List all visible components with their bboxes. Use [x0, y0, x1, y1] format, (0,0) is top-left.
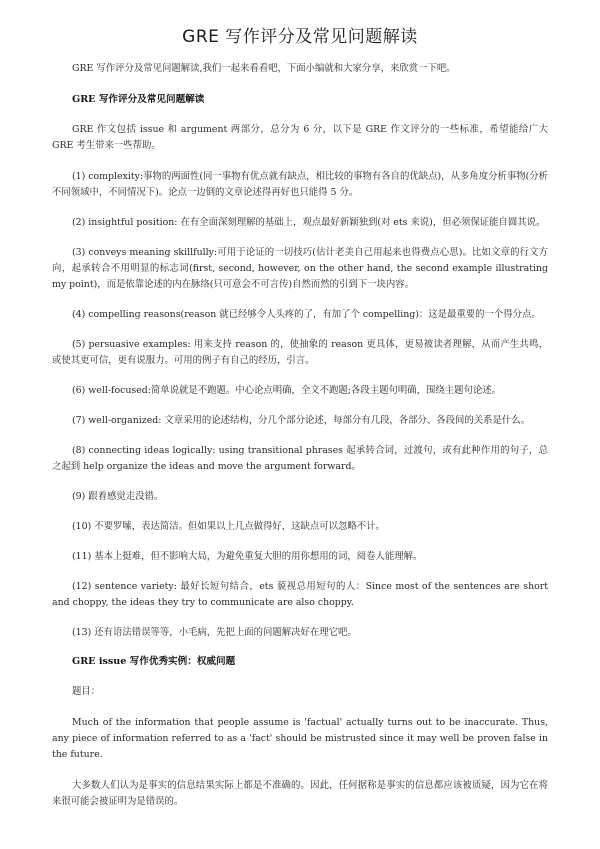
criterion-item: (2) insightful position: 在有全面深刻理解的基础上，观点最好新颖独到(对 ets 来说)，但必须保证能自圆其说。 — [72, 217, 546, 228]
criterion-item: (12) sentence variety: 最好长短句结合，ets 藐视总用短句的人：Since most of the sentences are short and choppy, the ideas they try to communicate are also choppy. — [52, 581, 548, 608]
scoring-criteria-list — [52, 169, 548, 641]
criterion-item: (7) well-organized: 文章采用的论述结构，分几个部分论述，每部分有几段，各部分、各段间的关系是什么。 — [72, 415, 531, 426]
criterion-item: (5) persuasive examples: 用来支持 reason 的，使抽象的 reason 更具体，更易被读者理解，从而产生共鸣，或使其更可信，更有说服力。可用的例子有自己的经历，引言。 — [52, 339, 548, 366]
criterion-item: (3) conveys meaning skillfully:可用于论证的一切技巧(估计老美自己用起来也得费点心思)。比如文章的行文方向，起承转合不用明显的标志词(first, second, however, on the other hand, the second example illustrating my point)，而是依靠论述的内在脉络(只可意会不可言传)自然而然的引到下一块内容。 — [52, 247, 548, 290]
section-heading-example: GRE issue 写作优秀实例：权威问题 — [72, 656, 236, 667]
criterion-item: (13) 还有语法错误等等，小毛病，先把上面的问题解决好在理它吧。 — [72, 627, 357, 638]
page-title: GRE 写作评分及常见问题解读 — [182, 27, 418, 47]
criterion-item: (11) 基本上挺难，但不影响大局，为避免重复大胆的用你想用的词，阅卷人能理解。 — [72, 551, 423, 562]
scoring-overview: GRE 作文包括 issue 和 argument 两部分，总分为 6 分，以下是 GRE 作文评分的一些标准，希望能给广大 GRE 考生带来一些帮助。 — [52, 124, 548, 151]
prompt-label: 题目： — [72, 686, 101, 697]
criterion-item: (9) 跟着感觉走没错。 — [72, 491, 164, 502]
issue-prompt-translation: 大多数人们认为是事实的信息结果实际上都是不准确的。因此，任何据称是事实的信息都应该被质疑，因为它在将来很可能会被证明为是错误的。 — [52, 780, 548, 807]
criterion-item: (4) compelling reasons(reason 就已经够令人头疼的了，有加了个 compelling)：这是最重要的一个得分点。 — [72, 309, 541, 320]
criterion-item: (6) well-focused:简单说就是不跑题。中心论点明确，全文不跑题;各段主题句明确，围绕主题句论述。 — [72, 385, 501, 396]
criterion-item: (8) connecting ideas logically: using transitional phrases 起承转合词，过渡句，或有此种作用的句子，总之起到 help organize the ideas and move the argument forward。 — [52, 445, 548, 472]
criterion-item: (1) complexity:事物的两面性(同一事物有优点就有缺点，相比较的事物有各自的优缺点)，从多角度分析事物(分析不同领域中，不同情况下)。论点一边倒的文章论述得再好也只能得 5 分。 — [52, 171, 548, 198]
criterion-item: (10) 不要罗嗦，表达简洁。但如果以上几点做得好，这缺点可以忽略不计。 — [72, 521, 385, 532]
section-heading-scoring: GRE 写作评分及常见问题解读 — [72, 94, 205, 105]
issue-prompt-english: Much of the information that people assume is 'factual' actually turns out to be inaccurate. Thus, any piece of information referred to as a 'fact' should be mistrusted since it may well be proven false in the future. — [52, 717, 548, 760]
intro-paragraph: GRE 写作评分及常见问题解读,我们一起来看看吧，下面小编就和大家分享，来欣赏一下吧。 — [72, 63, 456, 74]
